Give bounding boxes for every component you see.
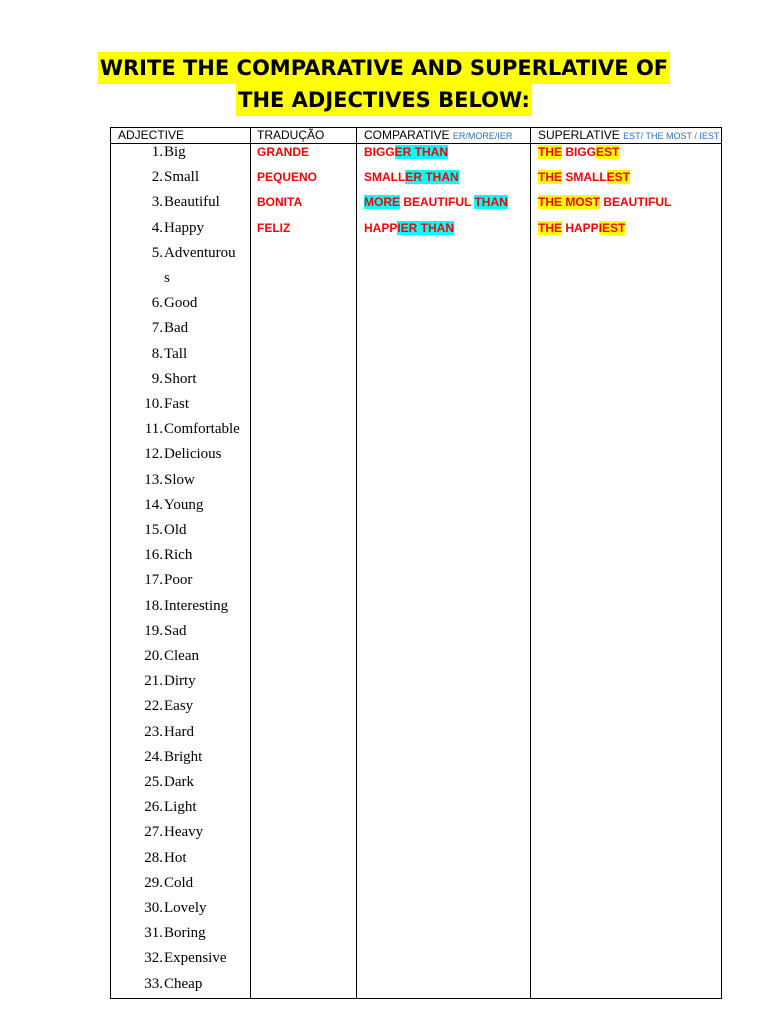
adjective-word: Dark — [164, 774, 194, 790]
adjective-number: 26. — [144, 799, 163, 816]
adjective-number: 30. — [144, 900, 163, 916]
adjective-number: 17. — [144, 572, 163, 589]
adjective-word: Cold — [164, 874, 194, 891]
adjective-number: 8. — [151, 345, 163, 362]
adjective-number: 32. — [144, 950, 163, 967]
answer-superlative — [538, 195, 671, 210]
adjective-word: Clean — [164, 648, 199, 664]
answer-segment: HAPP — [364, 220, 398, 235]
answer-comparative — [364, 145, 448, 160]
adjective-number: 7. — [151, 320, 163, 337]
answer-traducao: BONITA — [257, 195, 303, 210]
answer-segment: BEAUTIFUL — [600, 195, 672, 210]
adjective-word: Comfortable — [164, 421, 240, 438]
adjective-word: Old — [164, 522, 187, 538]
adjective-word: Sad — [164, 622, 187, 639]
answer-segment: THE — [538, 145, 562, 159]
adjective-number: 22. — [144, 698, 163, 715]
adjective-word: Young — [164, 496, 204, 513]
adjective-word: Beautiful — [164, 194, 220, 211]
answer-segment: HAPP — [562, 220, 599, 235]
answer-segment: BIGG — [364, 145, 395, 159]
adjective-number: 31. — [144, 925, 163, 942]
answer-comparative — [364, 195, 508, 210]
column-divider — [530, 128, 531, 998]
adjective-number: 10. — [144, 396, 163, 412]
answer-segment: MORE — [364, 195, 400, 210]
adjective-number: 24. — [144, 748, 163, 765]
answer-segment: THAN — [474, 195, 508, 210]
adjective-number: 3. — [151, 194, 163, 211]
answer-segment: BIGG — [562, 145, 597, 159]
adjective-number: 25. — [144, 774, 163, 790]
adjectives-table — [110, 127, 722, 999]
adjective-number: 19. — [144, 622, 163, 639]
adjective-word-wrap: s — [164, 270, 170, 286]
adjective-word: Boring — [164, 925, 206, 942]
adjective-word: Adventurou — [164, 244, 236, 261]
header-divider — [111, 143, 721, 144]
adjective-word: Heavy — [164, 824, 204, 841]
answer-traducao: PEQUENO — [257, 170, 318, 185]
header-superlative-hint: EST/ THE MOST / IEST — [623, 131, 720, 141]
answer-comparative — [364, 221, 454, 236]
adjective-word: Lovely — [164, 900, 207, 916]
adjective-word: Short — [164, 370, 197, 387]
adjective-word: Rich — [164, 547, 193, 564]
adjective-word: Big — [164, 144, 186, 160]
adjective-number: 6. — [151, 295, 163, 312]
answer-segment: IER THAN — [397, 220, 455, 235]
adjective-word: Slow — [164, 471, 195, 488]
adjective-number: 23. — [144, 723, 163, 740]
adjective-word: Hot — [164, 849, 187, 866]
answer-superlative — [538, 221, 625, 236]
header-superlative — [538, 128, 719, 143]
adjective-number: 33. — [144, 975, 163, 992]
adjective-number: 14. — [144, 496, 163, 513]
answer-segment: THE — [538, 170, 562, 185]
answer-segment: SMALL — [562, 170, 607, 185]
adjective-number: 4. — [151, 219, 163, 236]
adjective-number: 29. — [144, 874, 163, 891]
column-divider — [250, 128, 251, 998]
header-comparative-hint: ER/MORE/IER — [452, 131, 513, 141]
adjective-word: Bad — [164, 320, 189, 337]
answer-segment: ER THAN — [394, 145, 449, 159]
adjective-word: Delicious — [164, 446, 222, 463]
adjective-number: 16. — [144, 547, 163, 564]
answer-segment: ER THAN — [405, 170, 459, 185]
adjective-number: 13. — [144, 471, 163, 488]
answer-segment: THE MOST — [538, 195, 600, 210]
adjective-number: 15. — [144, 522, 163, 538]
adjective-word: Fast — [164, 396, 190, 412]
adjective-number: 28. — [144, 849, 163, 866]
adjective-number: 27. — [144, 824, 163, 841]
adjective-number: 21. — [144, 673, 163, 690]
adjective-word: Light — [164, 799, 197, 816]
answer-superlative — [538, 170, 630, 185]
header-comparative-label: COMPARATIVE — [364, 128, 450, 142]
adjective-word: Happy — [164, 219, 204, 236]
adjective-number: 9. — [151, 370, 163, 387]
column-divider — [356, 128, 357, 998]
adjective-word: Dirty — [164, 673, 196, 690]
adjective-word: Bright — [164, 748, 203, 765]
adjective-word: Easy — [164, 698, 194, 715]
adjective-word: Hard — [164, 723, 194, 740]
header-comparative — [364, 128, 512, 143]
worksheet-title — [0, 52, 768, 116]
answer-segment: EST — [596, 145, 620, 159]
adjective-number: 2. — [151, 169, 163, 186]
adjective-number: 11. — [144, 421, 163, 438]
answer-segment: IEST — [598, 220, 626, 235]
header-traducao: TRADUÇÃO — [257, 128, 325, 142]
answer-traducao: FELIZ — [257, 220, 291, 235]
adjective-number: 20. — [144, 648, 163, 664]
adjective-word: Expensive — [164, 950, 227, 967]
adjective-number: 12. — [144, 446, 163, 463]
adjective-number: 1. — [151, 144, 163, 160]
answer-comparative — [364, 170, 459, 185]
title-line-2: THE ADJECTIVES BELOW: — [236, 84, 532, 116]
answer-segment: SMALL — [364, 170, 406, 185]
answer-superlative — [538, 145, 619, 160]
adjective-number: 18. — [144, 597, 163, 614]
adjective-number: 5. — [151, 244, 163, 261]
header-adjective: ADJECTIVE — [118, 128, 185, 142]
answer-segment: BEAUTIFUL — [400, 195, 475, 210]
header-superlative-label: SUPERLATIVE — [538, 128, 620, 142]
answer-traducao: GRANDE — [257, 145, 310, 159]
answer-segment: EST — [606, 170, 631, 185]
adjective-word: Poor — [164, 572, 193, 589]
adjective-word: Good — [164, 295, 198, 312]
title-line-1: WRITE THE COMPARATIVE AND SUPERLATIVE OF — [98, 52, 670, 84]
adjective-word: Cheap — [164, 975, 203, 992]
adjective-word: Tall — [164, 345, 188, 362]
adjective-word: Small — [164, 169, 200, 186]
answer-segment: THE — [538, 220, 562, 235]
adjective-word: Interesting — [164, 597, 229, 614]
